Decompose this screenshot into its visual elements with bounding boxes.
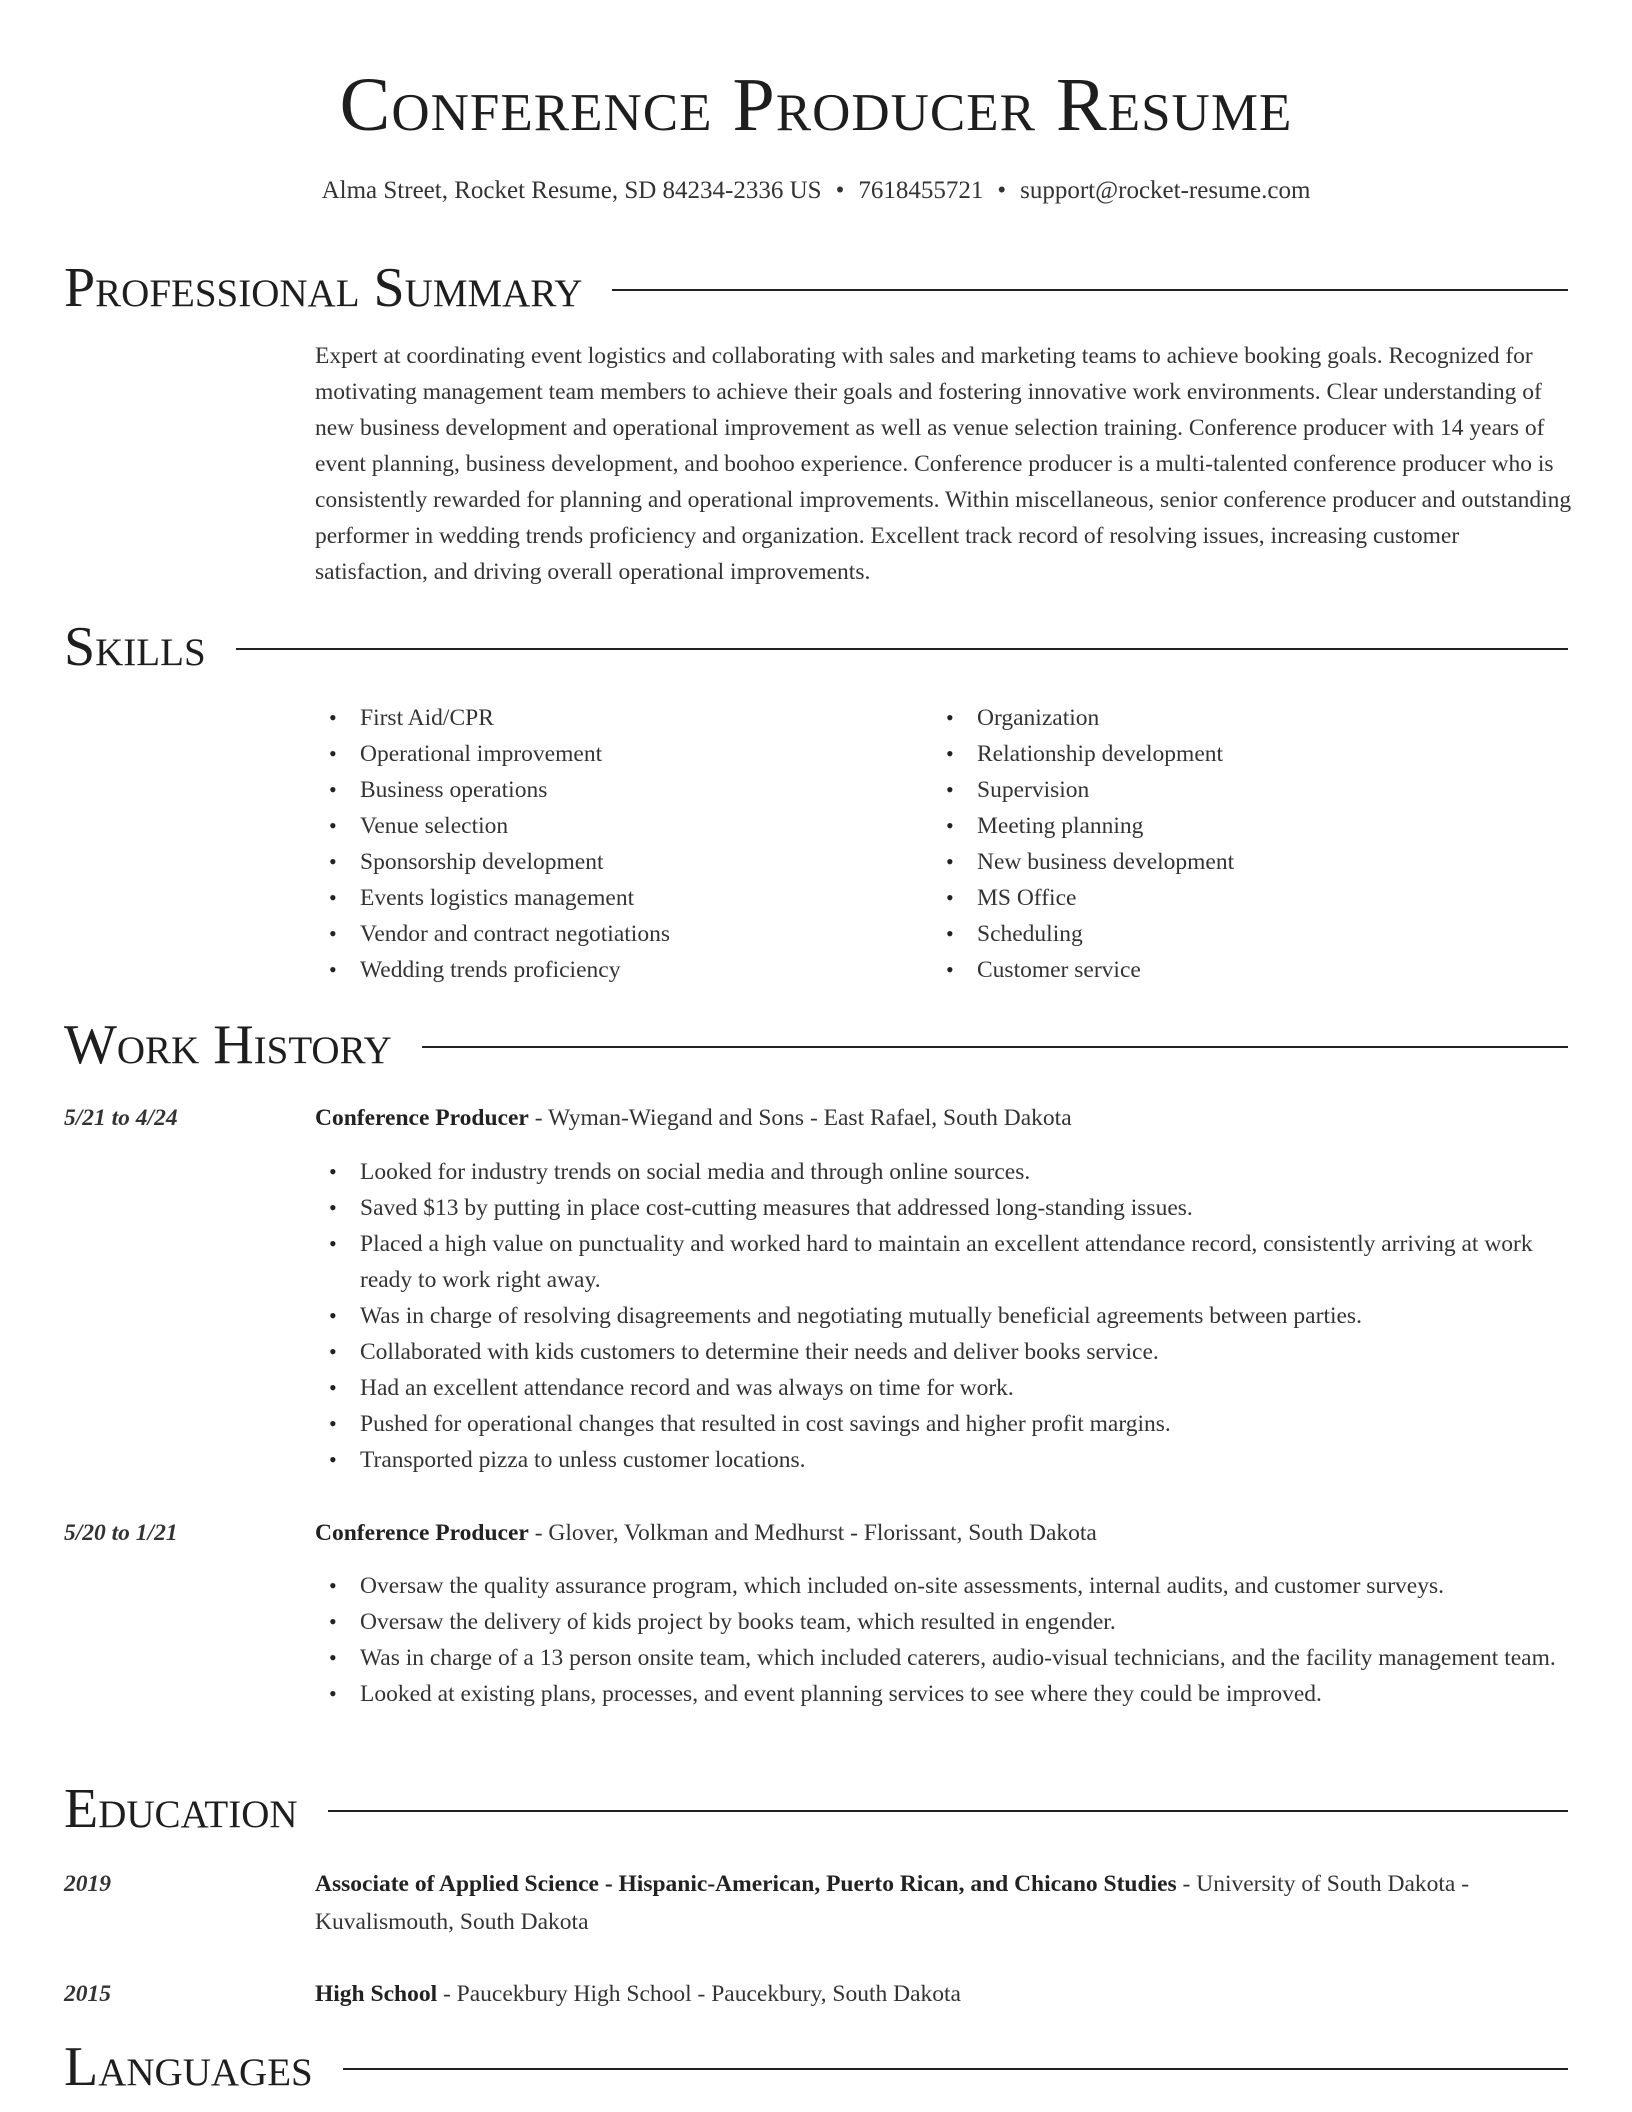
skill-item: • Meeting planning: [932, 808, 1572, 844]
skill-item: • Organization: [932, 700, 1572, 736]
education-degree: Associate of Applied Science - Hispanic-American, Puerto Rican, and Chicano Studies: [315, 1871, 1177, 1897]
contact-separator: •: [835, 177, 845, 204]
job-title: Conference Producer: [315, 1105, 529, 1131]
skill-item: • First Aid/CPR: [315, 700, 915, 736]
job-duty: • Looked at existing plans, processes, and event planning services to see where they could be improved.: [315, 1676, 1580, 1712]
resume-title: Conference Producer Resume: [339, 63, 1293, 147]
job-duties-list: [315, 1568, 1580, 1712]
education-entry: [315, 1865, 1575, 1941]
job-dates: 5/21 to 4/24: [64, 1105, 178, 1131]
skill-item: • Business operations: [315, 772, 915, 808]
skill-item: • Vendor and contract negotiations: [315, 916, 915, 952]
education-entry: [315, 1975, 1575, 2013]
section-header-summary: [64, 258, 1568, 318]
job-duty: • Looked for industry trends on social media and through online sources.: [315, 1154, 1580, 1190]
job-employer: - Wyman-Wiegand and Sons - East Rafael, South Dakota: [528, 1105, 1072, 1131]
job-duty: • Saved $13 by putting in place cost-cutting measures that addressed long-standing issues.: [315, 1190, 1580, 1226]
job-duty: • Placed a high value on punctuality and worked hard to maintain an excellent attendance record, consistently arriving at work ready to work right away.: [315, 1226, 1580, 1298]
section-divider: [328, 1810, 1568, 1812]
job-title: Conference Producer: [315, 1520, 529, 1546]
section-header-languages: [64, 2037, 1568, 2097]
skill-item: • Supervision: [932, 772, 1572, 808]
job-duty: • Collaborated with kids customers to determine their needs and deliver books service.: [315, 1334, 1580, 1370]
job-duty: • Oversaw the quality assurance program, which included on-site assessments, internal audits, and customer surveys.: [315, 1568, 1580, 1604]
section-divider: [236, 648, 1568, 650]
skills-list-left: [315, 700, 915, 988]
skill-item: • Events logistics management: [315, 880, 915, 916]
job-employer: - Glover, Volkman and Medhurst - Florissant, South Dakota: [528, 1520, 1097, 1546]
section-divider: [612, 289, 1568, 291]
skill-item: • Sponsorship development: [315, 844, 915, 880]
job-header: [315, 1514, 1575, 1552]
job-duty: • Was in charge of resolving disagreements and negotiating mutually beneficial agreements between parties.: [315, 1298, 1580, 1334]
contact-phone: 7618455721: [858, 177, 984, 204]
skill-item: • Venue selection: [315, 808, 915, 844]
skill-item: • Customer service: [932, 952, 1572, 988]
contact-separator: •: [997, 177, 1007, 204]
section-divider: [343, 2068, 1568, 2070]
section-title-languages: Languages: [64, 2036, 313, 2098]
skills-list-right: [932, 700, 1572, 988]
summary-text: Expert at coordinating event logistics and collaborating with sales and marketing teams to achieve booking goals. Recognized for motivating management team members to achieve their goals and fostering innovative work environments. Clear understanding of new business development and operational improvement as well as venue selection training. Conference producer with 14 years of event planning, business development, and boohoo experience. Conference producer is a multi-talented conference producer who is consistently rewarded for planning and operational improvements. Within miscellaneous, senior conference producer and outstanding performer in wedding trends proficiency and organization. Excellent track record of resolving issues, increasing customer satisfaction, and driving overall operational improvements.: [315, 343, 1572, 585]
section-title-work: Work History: [64, 1014, 392, 1076]
contact-line: [0, 174, 1632, 208]
contact-email: support@rocket-resume.com: [1020, 177, 1311, 204]
skill-item: • Wedding trends proficiency: [315, 952, 915, 988]
job-duty: • Oversaw the delivery of kids project by books team, which resulted in engender.: [315, 1604, 1580, 1640]
education-year: 2019: [64, 1871, 111, 1897]
section-header-skills: [64, 617, 1568, 677]
skill-item: • MS Office: [932, 880, 1572, 916]
section-divider: [422, 1046, 1568, 1048]
education-year: 2015: [64, 1981, 111, 2007]
section-header-work: [64, 1015, 1568, 1075]
job-duty: • Pushed for operational changes that resulted in cost savings and higher profit margins.: [315, 1406, 1580, 1442]
job-duty: • Had an excellent attendance record and was always on time for work.: [315, 1370, 1580, 1406]
skill-item: • New business development: [932, 844, 1572, 880]
skill-item: • Operational improvement: [315, 736, 915, 772]
job-duty: • Was in charge of a 13 person onsite team, which included caterers, audio-visual technicians, and the facility management team.: [315, 1640, 1580, 1676]
section-title-education: Education: [64, 1778, 298, 1840]
education-school: - University of South Dakota - Kuvalismouth, South Dakota: [315, 1871, 1470, 1935]
job-duty: • Transported pizza to unless customer locations.: [315, 1442, 1580, 1478]
section-header-education: [64, 1779, 1568, 1839]
job-header: [315, 1099, 1575, 1137]
education-degree: High School: [315, 1981, 438, 2007]
skill-item: • Scheduling: [932, 916, 1572, 952]
skill-item: • Relationship development: [932, 736, 1572, 772]
section-title-skills: Skills: [64, 616, 206, 678]
section-title-summary: Professional Summary: [64, 257, 583, 319]
education-school: - Paucekbury High School - Paucekbury, South Dakota: [437, 1981, 961, 2007]
job-duties-list: [315, 1154, 1580, 1478]
contact-address: Alma Street, Rocket Resume, SD 84234-2336 US: [321, 177, 822, 204]
job-dates: 5/20 to 1/21: [64, 1520, 178, 1546]
